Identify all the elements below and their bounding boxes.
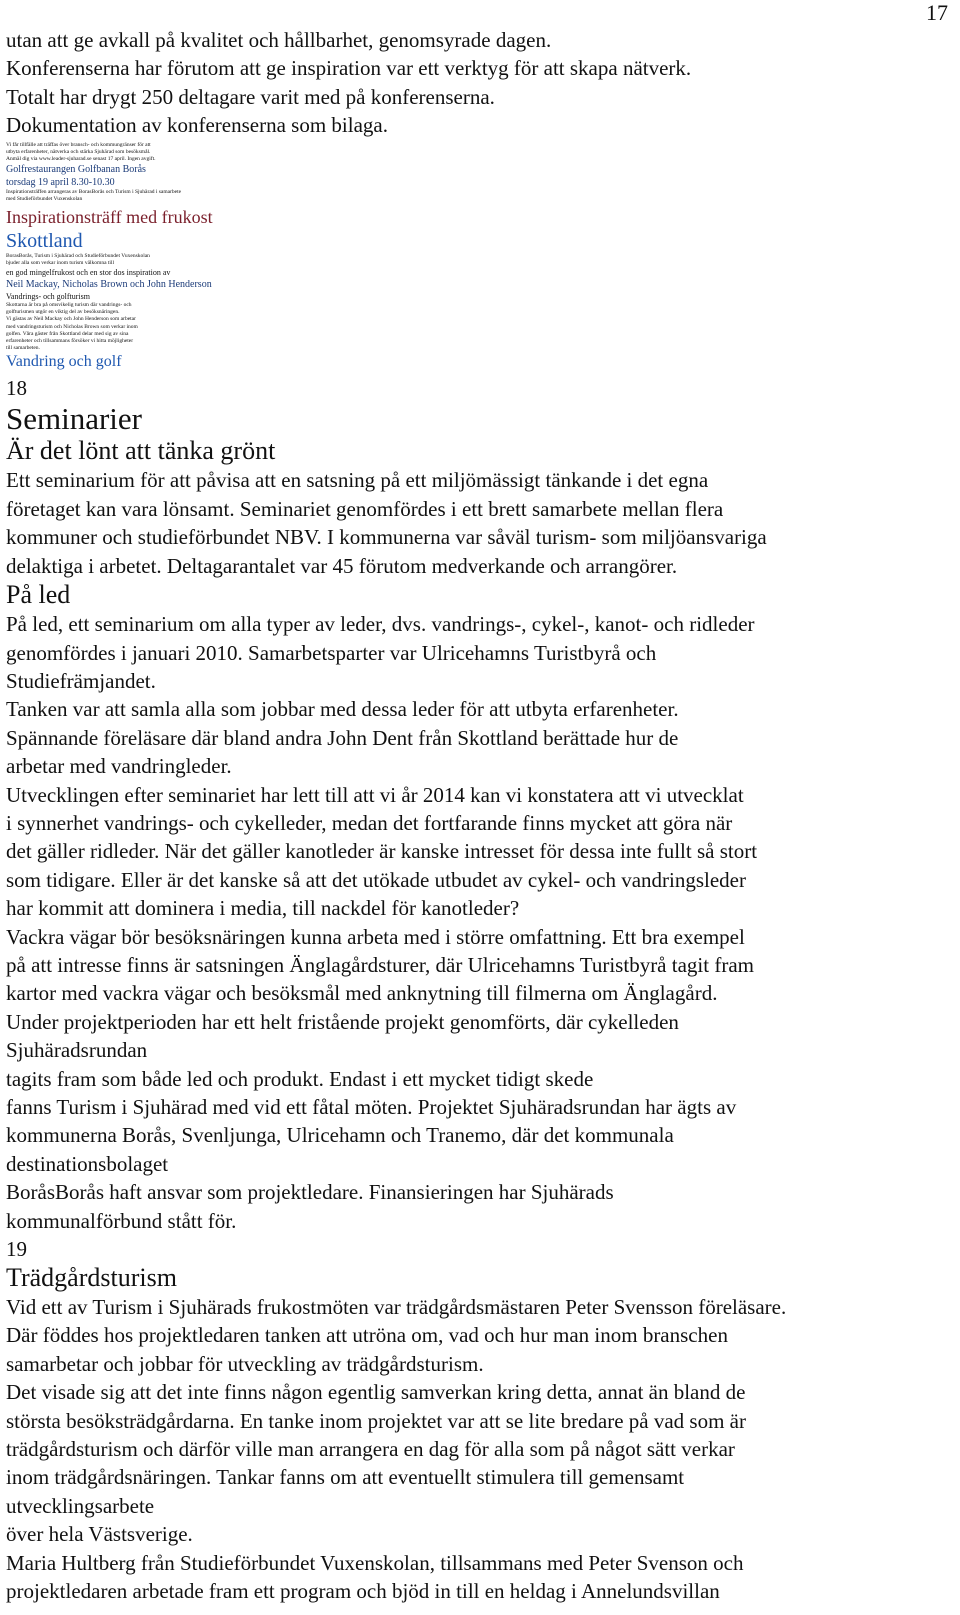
text-line: Konferenserna har förutom att ge inspiration var ett verktyg för att skapa nätverk. (6, 56, 692, 81)
flyer-text: golfen. Våra gäster från Skottland delar med sig av sina (6, 330, 129, 337)
section-number: 18 (6, 376, 27, 401)
text-line: Totalt har drygt 250 deltagare varit med på konferenserna. (6, 84, 495, 109)
subsection-body (6, 610, 954, 1235)
section-19 (6, 1235, 954, 1605)
flyer-text: Vi får tillfälle att träffas över bransch- och kommungränser för att (6, 141, 151, 148)
text-line: Sjuhäradsrundan (6, 1038, 148, 1063)
section-18 (6, 374, 954, 1235)
text-line: över hela Västsverige. (6, 1522, 193, 1547)
text-line: utan att ge avkall på kvalitet och hållbarhet, genomsyrade dagen. (6, 28, 552, 52)
text-line: Utvecklingen efter seminariet har lett till att vi år 2014 kan vi konstatera att vi utvecklat (6, 782, 744, 807)
flyer-text: Inspirationsträffen arrangeras av BorasBorås och Turism i Sjuhärad i samarbete (6, 189, 182, 196)
flyer-text: erfarenheter och tillsammans försöker vi hitta möjligheter (6, 338, 134, 345)
flyer-speakers: Neil Mackay, Nicholas Brown och John Henderson (6, 279, 212, 291)
text-line: kommuner och studieförbundet NBV. I kommunerna var såväl turism- som miljöansvariga (6, 525, 767, 550)
text-line: största besöksträdgårdarna. En tanke inom projektet var att se lite bredare på vad som är (6, 1408, 746, 1433)
text-line: kommunerna Borås, Svenljunga, Ulricehamn och Tranemo, där det kommunala (6, 1123, 674, 1148)
flyer-text: utbyta erfarenheter, nätverka och stärka Sjuhärad som besöksmål. (6, 148, 151, 155)
text-line: genomfördes i januari 2010. Samarbetsparter var Ulricehamns Turistbyrå och (6, 640, 657, 665)
text-line: delaktiga i arbetet. Deltagarantalet var 45 förutom medverkande och arrangörer. (6, 553, 678, 578)
text-line: inom trädgårdsnäringen. Tankar fanns om att eventuellt stimulera till gemensamt (6, 1465, 685, 1490)
event-flyer (6, 142, 954, 373)
text-line: destinationsbolaget (6, 1151, 169, 1176)
text-line: Maria Hultberg från Studieförbundet Vuxenskolan, tillsammans med Peter Svenson och (6, 1550, 744, 1575)
flyer-text: med Studieförbundet Vuxenskolan (6, 196, 83, 203)
text-line: Vid ett av Turism i Sjuhärads frukostmöten var trädgårdsmästaren Peter Svensson föreläsare. (6, 1295, 787, 1320)
text-line: företaget kan vara lönsamt. Seminariet genomfördes i ett brett samarbete mellan flera (6, 496, 724, 521)
text-line: fanns Turism i Sjuhärad med vid ett fåtal möten. Projektet Sjuhäradsrundan har ägts av (6, 1095, 737, 1119)
text-line: tagits fram som både led och produkt. Endast i ett mycket tidigt skede (6, 1066, 594, 1091)
text-line: Studiefrämjandet. (6, 668, 156, 693)
subsection-heading: Är det lönt att tänka grönt (6, 436, 276, 466)
text-line: Vackra vägar bör besöksnäringen kunna arbeta med i större omfattning. Ett bra exempel (6, 924, 745, 949)
section-body (6, 1293, 954, 1605)
flyer-text: bjuder alla som verkar inom turism välkomna till (6, 259, 114, 266)
text-line: Under projektperioden har ett helt fristående projekt genomförts, där cykelleden (6, 1009, 679, 1034)
subsection-body (6, 466, 954, 580)
text-line: Tanken var att samla alla som jobbar med dessa leder för att utbyta erfarenheter. (6, 697, 679, 722)
document-page (6, 26, 954, 1606)
text-line: På led, ett seminarium om alla typer av leder, dvs. vandrings-, cykel-, kanot- och ridleder (6, 612, 755, 637)
text-line: kommunalförbund stått för. (6, 1208, 237, 1233)
page-number: 17 (926, 0, 948, 25)
subsection-heading: På led (6, 580, 71, 610)
flyer-subtitle: Skottland (6, 229, 83, 252)
flyer-text: golfturismen utgör en viktig del av besöksnäringen. (6, 309, 120, 316)
text-line: Dokumentation av konferenserna som bilaga. (6, 113, 388, 138)
flyer-text: BorasBorås, Turism i Sjuhärad och Studieförbundet Vuxenskolan (6, 252, 150, 259)
flyer-text: Anmäl dig via www.leader-sjuharad.se senast 17 april. Ingen avgift. (6, 156, 156, 163)
text-line: utvecklingsarbete (6, 1493, 155, 1518)
flyer-topic: Vandrings- och golfturism (6, 292, 90, 302)
section-number: 19 (6, 1237, 27, 1262)
text-line: Det visade sig att det inte finns någon egentlig samverkan kring detta, annat än bland de (6, 1380, 746, 1405)
text-line: arbetar med vandringleder. (6, 754, 232, 779)
text-line: som tidigare. Eller är det kanske så att det utökade utbudet av cykel- och vandringsleder (6, 867, 746, 892)
text-line: kartor med vackra vägar och besöksmål med anknytning till filmerna om Änglagård. (6, 981, 718, 1006)
text-line: Ett seminarium för att påvisa att en satsning på ett miljömässigt tänkande i det egna (6, 468, 709, 493)
flyer-text: en god mingelfrukost och en stor dos inspiration av (6, 268, 171, 278)
section-heading: Seminarier (6, 401, 143, 437)
flyer-venue: Golfrestaurangen Golfbanan Borås (6, 164, 146, 176)
text-line: trädgårdsturism och därför ville man arrangera en dag för alla som på något sätt verkar (6, 1437, 735, 1462)
flyer-title: Inspirationsträff med frukost (6, 206, 213, 227)
flyer-text: till samarbeten. (6, 345, 40, 352)
flyer-date: torsdag 19 april 8.30-10.30 (6, 177, 115, 189)
text-line: har kommit att dominera i media, till nackdel för kanotleder? (6, 896, 520, 921)
flyer-text: Vi gästas av Neil Mackay och John Henderson som arbetar (6, 316, 136, 323)
intro-paragraph (6, 26, 954, 140)
flyer-text: med vandringsturism och Nicholas Brown som verkar inom (6, 323, 138, 330)
text-line: BoråsBorås haft ansvar som projektledare. Finansieringen har Sjuhärads (6, 1180, 614, 1205)
section-heading: Trädgårdsturism (6, 1263, 177, 1293)
flyer-footer-title: Vandring och golf (6, 353, 122, 371)
flyer-text: Skottarna är bra på omsvikelig turism där vandrings- och (6, 302, 132, 309)
text-line: i synnerhet vandrings- och cykelleder, medan det fortfarande finns mycket att göra när (6, 810, 733, 835)
text-line: projektledaren arbetade fram ett program och bjöd in till en heldag i Annelundsvillan (6, 1579, 720, 1604)
text-line: Där föddes hos projektledaren tanken att utröna om, vad och hur man inom branschen (6, 1323, 728, 1348)
text-line: samarbetar och jobbar för utveckling av trädgårdsturism. (6, 1351, 484, 1376)
text-line: Spännande föreläsare där bland andra John Dent från Skottland berättade hur de (6, 725, 679, 750)
text-line: på att intresse finns är satsningen Änglagårdsturer, där Ulricehamns Turistbyrå tagit fram (6, 952, 754, 977)
text-line: det gäller ridleder. När det gäller kanotleder är kanske intresset för dessa inte fullt så stort (6, 839, 758, 864)
